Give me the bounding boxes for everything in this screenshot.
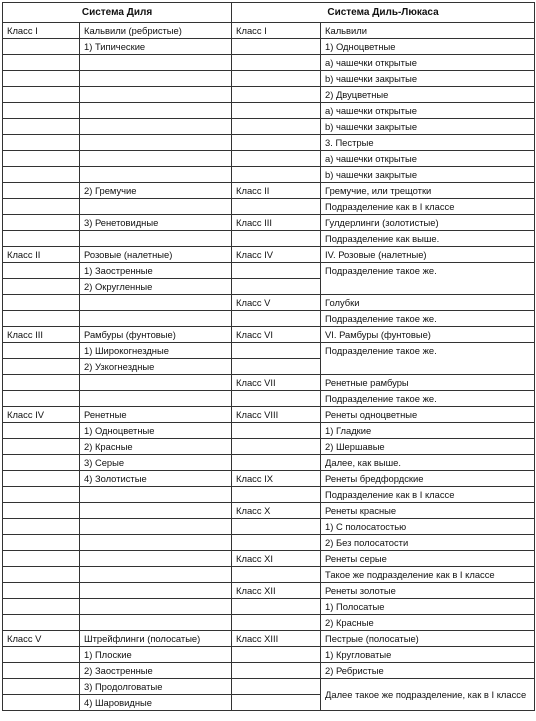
dil-lucas-class-cell: Класс IV [232, 247, 321, 263]
dil-class-cell [3, 679, 80, 695]
table-row [3, 215, 535, 231]
dil-class-cell [3, 103, 80, 119]
dil-class-cell [3, 455, 80, 471]
dil-lucas-group-cell: Ренеты золотые [321, 583, 535, 599]
dil-class-cell: Класс IV [3, 407, 80, 423]
table-row [3, 247, 535, 263]
table-row [3, 183, 535, 199]
dil-lucas-group-cell: Подразделение такое же. [321, 343, 535, 375]
dil-group-cell: 4) Золотистые [80, 471, 232, 487]
dil-lucas-group-cell: 2) Ребристые [321, 663, 535, 679]
dil-lucas-group-cell: Кальвили [321, 23, 535, 39]
dil-lucas-class-cell [232, 103, 321, 119]
dil-class-cell [3, 599, 80, 615]
dil-lucas-group-cell: 3. Пестрые [321, 135, 535, 151]
dil-lucas-class-cell [232, 87, 321, 103]
dil-lucas-class-cell: Класс V [232, 295, 321, 311]
dil-lucas-class-cell [232, 663, 321, 679]
dil-lucas-class-cell: Класс III [232, 215, 321, 231]
dil-group-cell [80, 599, 232, 615]
dil-class-cell [3, 39, 80, 55]
dil-lucas-class-cell: Класс XI [232, 551, 321, 567]
dil-class-cell [3, 391, 80, 407]
dil-group-cell [80, 567, 232, 583]
table-row [3, 375, 535, 391]
dil-class-cell [3, 343, 80, 359]
table-row [3, 151, 535, 167]
dil-group-cell: Ренетные [80, 407, 232, 423]
dil-class-cell: Класс III [3, 327, 80, 343]
dil-lucas-class-cell [232, 135, 321, 151]
dil-lucas-group-cell: а) чашечки открытые [321, 103, 535, 119]
dil-group-cell: 3) Серые [80, 455, 232, 471]
dil-lucas-group-cell: Подразделение как выше. [321, 231, 535, 247]
dil-class-cell [3, 87, 80, 103]
dil-lucas-class-cell [232, 423, 321, 439]
dil-class-cell [3, 311, 80, 327]
dil-group-cell: 2) Округленные [80, 279, 232, 295]
dil-group-cell [80, 55, 232, 71]
dil-lucas-class-cell [232, 391, 321, 407]
dil-lucas-class-cell [232, 599, 321, 615]
table-row [3, 71, 535, 87]
dil-group-cell [80, 119, 232, 135]
dil-class-cell [3, 183, 80, 199]
table-row [3, 39, 535, 55]
dil-lucas-class-cell [232, 615, 321, 631]
dil-lucas-class-cell [232, 679, 321, 695]
header-row [3, 3, 535, 23]
dil-lucas-group-cell: Голубки [321, 295, 535, 311]
dil-class-cell [3, 359, 80, 375]
dil-lucas-group-cell: VI. Рамбуры (фунтовые) [321, 327, 535, 343]
dil-group-cell: 2) Гремучие [80, 183, 232, 199]
table-row [3, 599, 535, 615]
table-row [3, 87, 535, 103]
dil-lucas-class-cell [232, 279, 321, 295]
dil-lucas-group-cell: 2) Двуцветные [321, 87, 535, 103]
dil-group-cell [80, 103, 232, 119]
dil-class-cell [3, 55, 80, 71]
dil-class-cell: Класс II [3, 247, 80, 263]
dil-group-cell [80, 311, 232, 327]
document-page [2, 2, 535, 711]
dil-class-cell: Класс V [3, 631, 80, 647]
table-row [3, 583, 535, 599]
dil-class-cell [3, 119, 80, 135]
dil-lucas-class-cell [232, 695, 321, 711]
dil-group-cell: 3) Продолговатые [80, 679, 232, 695]
header-dil-system: Система Диля [3, 3, 232, 23]
dil-group-cell: 1) Типические [80, 39, 232, 55]
dil-lucas-group-cell: Подразделение такое же. [321, 391, 535, 407]
dil-class-cell [3, 615, 80, 631]
dil-lucas-class-cell [232, 439, 321, 455]
dil-lucas-class-cell [232, 647, 321, 663]
dil-lucas-group-cell: Ренеты красные [321, 503, 535, 519]
dil-lucas-class-cell: Класс II [232, 183, 321, 199]
table-row [3, 631, 535, 647]
table-row [3, 103, 535, 119]
table-row [3, 567, 535, 583]
dil-lucas-group-cell: Ренеты одноцветные [321, 407, 535, 423]
dil-lucas-class-cell [232, 263, 321, 279]
table-row [3, 327, 535, 343]
dil-lucas-group-cell: 1) Полосатые [321, 599, 535, 615]
dil-lucas-group-cell: Такое же подразделение как в I классе [321, 567, 535, 583]
dil-class-cell [3, 263, 80, 279]
dil-lucas-group-cell: Подразделение такое же. [321, 263, 535, 295]
dil-group-cell [80, 551, 232, 567]
dil-group-cell [80, 615, 232, 631]
dil-lucas-group-cell: 2) Шершавые [321, 439, 535, 455]
dil-group-cell: 2) Красные [80, 439, 232, 455]
table-row [3, 519, 535, 535]
dil-lucas-class-cell: Класс IX [232, 471, 321, 487]
dil-lucas-class-cell [232, 199, 321, 215]
dil-lucas-class-cell: Класс XII [232, 583, 321, 599]
dil-group-cell [80, 583, 232, 599]
dil-class-cell [3, 135, 80, 151]
table-body [3, 23, 535, 711]
dil-group-cell: 1) Одноцветные [80, 423, 232, 439]
dil-group-cell [80, 487, 232, 503]
dil-class-cell [3, 583, 80, 599]
dil-lucas-class-cell [232, 39, 321, 55]
dil-lucas-group-cell: b) чашечки закрытые [321, 71, 535, 87]
dil-lucas-group-cell: Подразделение такое же. [321, 311, 535, 327]
dil-lucas-group-cell: Пестрые (полосатые) [321, 631, 535, 647]
table-row [3, 135, 535, 151]
dil-class-cell [3, 231, 80, 247]
table-row [3, 23, 535, 39]
table-row [3, 407, 535, 423]
dil-lucas-group-cell: 2) Без полосатости [321, 535, 535, 551]
dil-group-cell: 4) Шаровидные [80, 695, 232, 711]
table-row [3, 231, 535, 247]
dil-lucas-class-cell [232, 167, 321, 183]
dil-lucas-group-cell: Гулдерлинги (золотистые) [321, 215, 535, 231]
dil-lucas-class-cell: Класс VIII [232, 407, 321, 423]
dil-group-cell: Рамбуры (фунтовые) [80, 327, 232, 343]
dil-lucas-group-cell: Ренеты серые [321, 551, 535, 567]
dil-group-cell [80, 535, 232, 551]
dil-class-cell [3, 375, 80, 391]
dil-lucas-class-cell [232, 151, 321, 167]
table-row [3, 439, 535, 455]
table-row [3, 295, 535, 311]
table-row [3, 647, 535, 663]
dil-class-cell [3, 487, 80, 503]
dil-group-cell [80, 167, 232, 183]
dil-group-cell [80, 375, 232, 391]
table-row [3, 119, 535, 135]
dil-lucas-group-cell: Подразделение как в I классе [321, 487, 535, 503]
dil-lucas-class-cell: Класс X [232, 503, 321, 519]
dil-class-cell [3, 551, 80, 567]
dil-lucas-class-cell [232, 119, 321, 135]
dil-lucas-group-cell: а) чашечки открытые [321, 151, 535, 167]
table-row [3, 487, 535, 503]
dil-lucas-class-cell: Класс XIII [232, 631, 321, 647]
dil-group-cell [80, 135, 232, 151]
dil-group-cell [80, 295, 232, 311]
table-row [3, 311, 535, 327]
dil-lucas-group-cell: а) чашечки открытые [321, 55, 535, 71]
dil-lucas-class-cell [232, 231, 321, 247]
dil-class-cell [3, 71, 80, 87]
table-row [3, 343, 535, 359]
table-row [3, 615, 535, 631]
table-row [3, 423, 535, 439]
dil-group-cell [80, 519, 232, 535]
dil-class-cell [3, 695, 80, 711]
dil-class-cell: Класс I [3, 23, 80, 39]
table-row [3, 167, 535, 183]
table-row [3, 55, 535, 71]
dil-class-cell [3, 279, 80, 295]
dil-lucas-class-cell [232, 487, 321, 503]
dil-lucas-group-cell: 1) Гладкие [321, 423, 535, 439]
dil-class-cell [3, 567, 80, 583]
dil-lucas-group-cell: 1) Кругловатые [321, 647, 535, 663]
dil-group-cell [80, 231, 232, 247]
dil-group-cell [80, 87, 232, 103]
dil-class-cell [3, 199, 80, 215]
dil-class-cell [3, 503, 80, 519]
dil-class-cell [3, 423, 80, 439]
dil-group-cell: 1) Плоские [80, 647, 232, 663]
dil-lucas-class-cell [232, 535, 321, 551]
dil-class-cell [3, 535, 80, 551]
dil-lucas-class-cell: Класс VI [232, 327, 321, 343]
dil-lucas-class-cell [232, 567, 321, 583]
dil-group-cell: 1) Широкогнездные [80, 343, 232, 359]
dil-lucas-class-cell: Класс VII [232, 375, 321, 391]
table-row [3, 199, 535, 215]
dil-class-cell [3, 167, 80, 183]
dil-class-cell [3, 439, 80, 455]
dil-lucas-class-cell [232, 55, 321, 71]
dil-lucas-group-cell: 1) С полосатостью [321, 519, 535, 535]
dil-lucas-class-cell [232, 343, 321, 359]
dil-lucas-class-cell [232, 311, 321, 327]
table-row [3, 679, 535, 695]
table-row [3, 455, 535, 471]
dil-lucas-class-cell [232, 455, 321, 471]
table-row [3, 471, 535, 487]
dil-group-cell: 1) Заостренные [80, 263, 232, 279]
dil-lucas-group-cell: Ренеты бредфордские [321, 471, 535, 487]
dil-group-cell [80, 151, 232, 167]
dil-lucas-group-cell: Подразделение как в I классе [321, 199, 535, 215]
header-dil-lucas-system: Система Диль-Люкаса [232, 3, 535, 23]
classification-table [2, 2, 535, 711]
dil-group-cell: 3) Ренетовидные [80, 215, 232, 231]
dil-group-cell: 2) Заостренные [80, 663, 232, 679]
dil-lucas-group-cell: Гремучие, или трещотки [321, 183, 535, 199]
dil-lucas-class-cell: Класс I [232, 23, 321, 39]
dil-lucas-class-cell [232, 359, 321, 375]
dil-class-cell [3, 215, 80, 231]
dil-lucas-class-cell [232, 519, 321, 535]
dil-class-cell [3, 151, 80, 167]
dil-group-cell [80, 71, 232, 87]
dil-class-cell [3, 647, 80, 663]
dil-class-cell [3, 663, 80, 679]
table-row [3, 663, 535, 679]
dil-lucas-group-cell: 2) Красные [321, 615, 535, 631]
dil-lucas-class-cell [232, 71, 321, 87]
dil-class-cell [3, 519, 80, 535]
table-row [3, 535, 535, 551]
table-row [3, 551, 535, 567]
dil-class-cell [3, 471, 80, 487]
dil-lucas-group-cell: Далее такое же подразделение, как в I классе [321, 679, 535, 711]
dil-lucas-group-cell: Ренетные рамбуры [321, 375, 535, 391]
dil-group-cell: 2) Узкогнездные [80, 359, 232, 375]
dil-lucas-group-cell: b) чашечки закрытые [321, 119, 535, 135]
dil-group-cell [80, 199, 232, 215]
dil-group-cell: Розовые (налетные) [80, 247, 232, 263]
dil-group-cell: Штрейфлинги (полосатые) [80, 631, 232, 647]
dil-group-cell [80, 391, 232, 407]
table-row [3, 503, 535, 519]
table-row [3, 263, 535, 279]
dil-lucas-group-cell: 1) Одноцветные [321, 39, 535, 55]
dil-lucas-group-cell: Далее, как выше. [321, 455, 535, 471]
dil-group-cell: Кальвили (ребристые) [80, 23, 232, 39]
dil-class-cell [3, 295, 80, 311]
dil-group-cell [80, 503, 232, 519]
dil-lucas-group-cell: b) чашечки закрытые [321, 167, 535, 183]
table-row [3, 391, 535, 407]
dil-lucas-group-cell: IV. Розовые (налетные) [321, 247, 535, 263]
